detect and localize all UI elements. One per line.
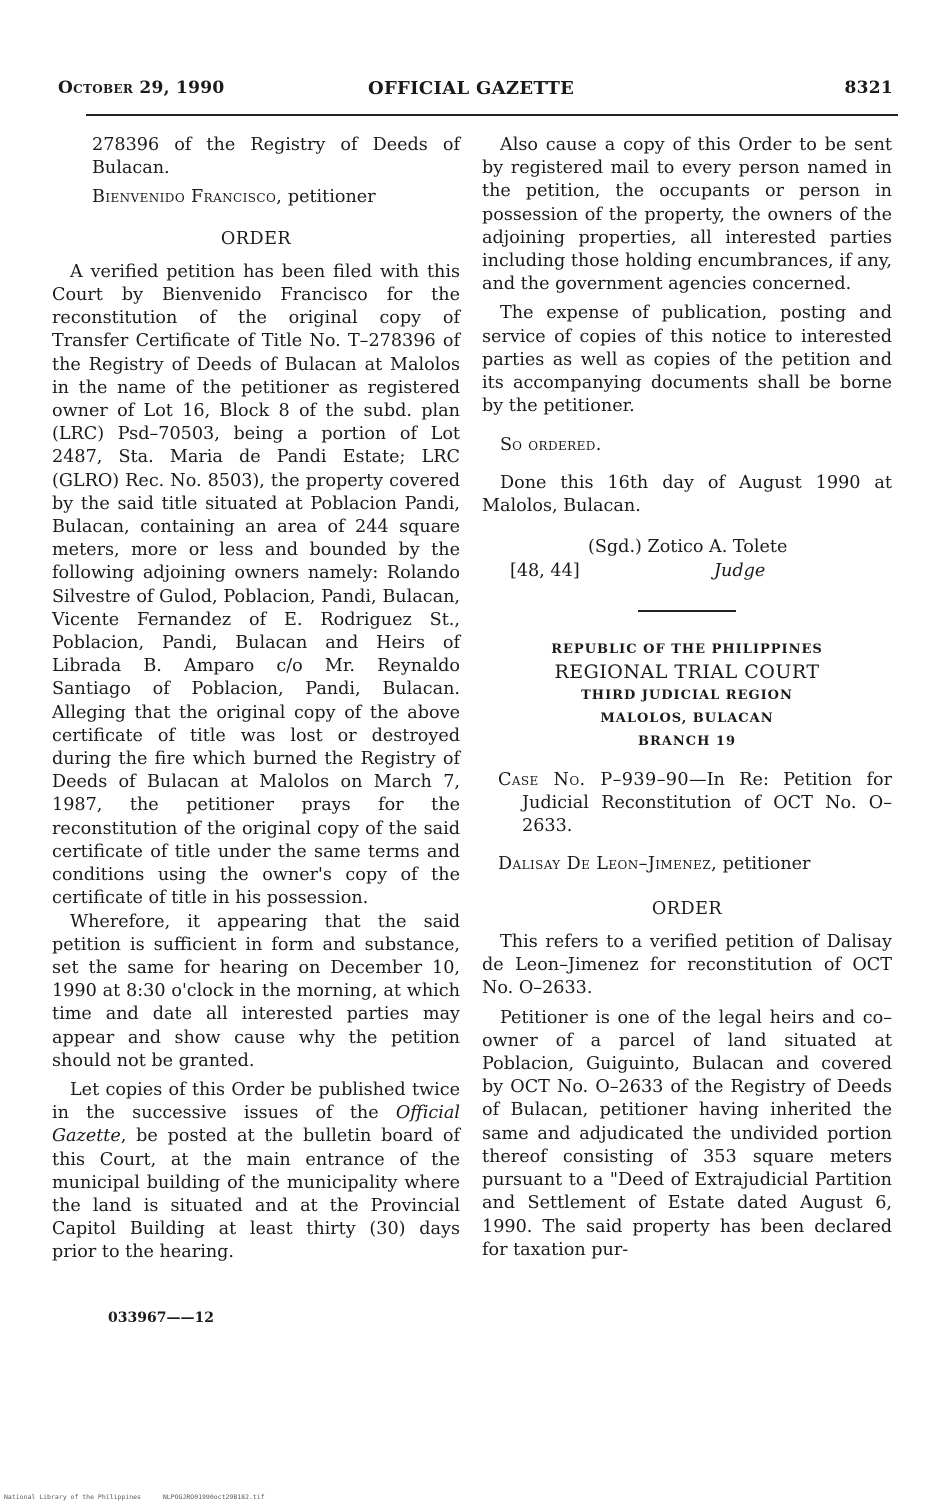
case-line (482, 769, 892, 839)
petitioner-name: Bienvenido Francisco, (92, 187, 283, 208)
order-title: ORDER (651, 898, 723, 919)
order-title: ORDER (220, 228, 292, 249)
scan-footer (4, 1493, 265, 1501)
section-divider (638, 610, 736, 612)
so-ordered-first: S (500, 435, 513, 456)
right-column (482, 134, 892, 1262)
case-text: —In Re: Petition for Judicial Reconstitution of OCT No. O–2633. (522, 770, 892, 837)
document-code: 033967——12 (108, 1310, 214, 1326)
case-label: Case No. P–939–90 (498, 770, 689, 791)
signature-sgd: (Sgd.) Zotico A. Tolete (588, 537, 788, 558)
order-paragraph: A verified petition has been filed with this Court by Bienvenido Francisco for the reconstitution of the original copy of Transfer Certificate of Title No. T–278396 of the Registry of Deeds of Bulacan at Malolos in the name of the petitioner as registered owner of Lot 16, Block 8 of the subd. plan (LRC) Psd–70503, being a portion of Lot 2487, Sta. Maria de Pandi Estate; LRC (GLRO) Rec. No. 8503), the property covered by the said title situated at Poblacion Pandi, Bulacan, containing an area of 244 square meters, more or less and bounded by the following adjoining owners namely: Rolando Silvestre of Gulod, Poblacion, Pandi, Bulacan, Vicente Fernandez of E. Rodriguez St., Poblacion, Pandi, Bulacan and Heirs of Librada B. Amparo c/o Mr. Reynaldo Santiago of Poblacion, Pandi, Bulacan. Alleging that the original copy of the above certificate of title was lost or destroyed during the fire which burned the Registry of Deeds of Bulacan at Malolos on March 7, 1987, the petitioner prays for the reconstitution of the original copy of the said certificate of title under the same terms and conditions using the owner's copy of the certificate of title in his possession. (52, 261, 460, 909)
order-paragraph: The expense of publication, posting and service of copies of this notice to interested parties as well as copies of the petition and its accompanying documents shall be borne by the petitioner. (482, 303, 892, 417)
page-header (58, 78, 893, 104)
petitioner-name: Dalisay De Leon–Jimenez, (498, 853, 718, 874)
petitioner-line (482, 853, 892, 876)
header-rule (86, 114, 898, 116)
court-location: MALOLOS, BULACAN (600, 711, 774, 727)
court-branch: BRANCH 19 (637, 734, 736, 750)
court-name: REGIONAL TRIAL COURT (554, 661, 820, 684)
order-paragraph: Wherefore, it appearing that the said petition is sufficient in form and substance, set the same for hearing on December 10, 1990 at 8:30 o'clock in the morning, at which time and date all interested parties may appear and show cause why the petition should not be granted. (52, 911, 460, 1071)
signature-ref: [48, 44] (510, 561, 580, 582)
court-republic: REPUBLIC OF THE PHILIPPINES (551, 642, 823, 658)
so-ordered (482, 434, 892, 457)
done-text: Done this 16th day of August 1990 at Malolos, Bulacan. (482, 472, 892, 516)
gazette-title-italic: Official Gazette (52, 1103, 460, 1147)
intro-text: 278396 of the Registry of Deeds of Bulacan. (92, 135, 460, 179)
footer-filename: NLPOGJRO01990oct29B182.tif (162, 1493, 265, 1501)
signature-title: Judge (714, 561, 766, 582)
order-paragraph-text: , be posted at the bulletin board of this Court, at the main entrance of the municipal building of the municipality where the land is situated and at the Provincial Capitol Building at least thirty (30) days prior to the hearing. (52, 1126, 460, 1263)
signature-block (482, 536, 892, 584)
petitioner-role: petitioner (722, 853, 811, 874)
petitioner-role: petitioner (287, 187, 376, 208)
header-date: October 29, 1990 (58, 78, 225, 98)
header-page-number: 8321 (844, 78, 893, 98)
order-paragraph (52, 1079, 460, 1265)
order-paragraph: Also cause a copy of this Order to be sent by registered mail to every person named in the petition, the occupants or person in possession of the property, the owners of the adjoining properties, all interested parties including those holding encumbrances, if any, and the government agencies concerned. (482, 135, 892, 295)
court-region: THIRD JUDICIAL REGION (581, 688, 793, 704)
header-publication: OFFICIAL GAZETTE (368, 78, 575, 99)
order-paragraph: Petitioner is one of the legal heirs and co–owner of a parcel of land situated at Poblacion, Guiguinto, Bulacan and covered by OCT No. O–2633 of the Registry of Deeds of Bulacan, petitioner having inherited the same and adjudicated the undivided portion thereof consisting of 353 square meters pursuant to a "Deed of Extrajudicial Partition and Settlement of Estate dated August 6, 1990. The said property has been declared for taxation pur- (482, 1007, 892, 1260)
petitioner-line (52, 186, 460, 209)
court-heading (482, 638, 892, 753)
footer-source: National Library of the Philippines (4, 1493, 141, 1501)
so-ordered-rest: o ordered. (512, 435, 602, 456)
left-column (52, 134, 460, 1265)
order-paragraph: This refers to a verified petition of Dalisay de Leon–Jimenez for reconstitution of OCT No. O–2633. (482, 932, 892, 999)
order-paragraph-text: Let copies of this Order be published twice in the successive issues of the (52, 1079, 460, 1124)
